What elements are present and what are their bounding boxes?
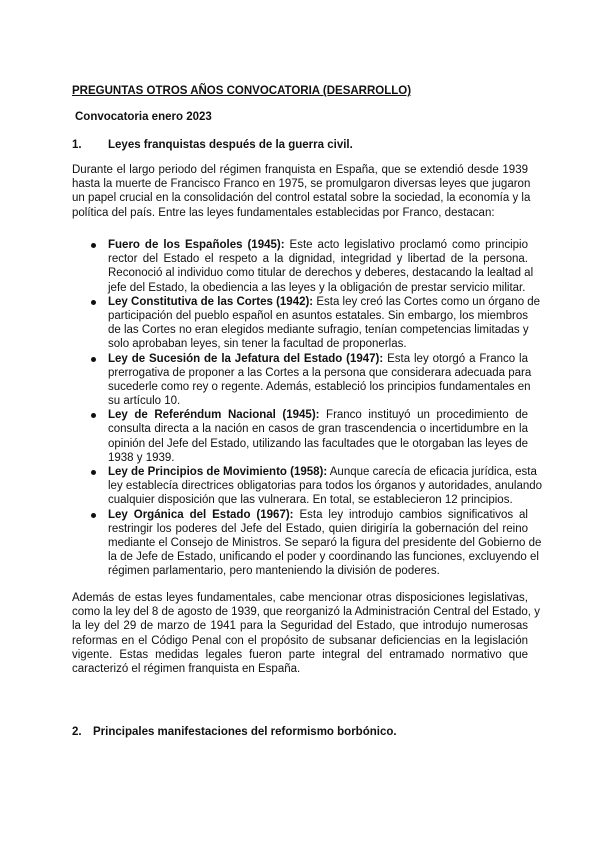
list-item <box>108 465 543 508</box>
bullet-icon <box>91 470 96 475</box>
text-line: la ley del 29 de marzo de 1941 para la Seguridad del Estado, que introdujo numerosas <box>72 620 528 633</box>
law-description: Esta ley otorgó a Franco la <box>383 352 528 365</box>
text-line: rector del Estado el respeto a la dignidad, integridad y libertad de la persona. <box>108 253 528 266</box>
list-item <box>108 238 534 295</box>
text-line: como la ley del 8 de agosto de 1939, que reorganizó la Administración Central del Estado, y <box>72 606 540 619</box>
bullet-icon <box>91 357 96 362</box>
text-line: la de Jefe de Estado, unificando el poder y coordinando las funciones, excluyendo el <box>108 551 539 564</box>
text-line: su artículo 10. <box>108 395 181 408</box>
text-line: solo aprobaban leyes, sin tener la facultad de proponerlas. <box>108 338 407 351</box>
text-line: restringir los poderes del Jefe del Estado, quien dirigiría la gobernación del reino <box>108 522 528 535</box>
closing-paragraph <box>72 591 540 676</box>
text-line: de las Cortes no eran elegidos mediante sufragio, tenían competencias limitadas y <box>108 324 529 337</box>
text-line: vigente. Estas medidas legales fueron parte integral del entramado normativo que <box>72 648 528 661</box>
law-description: Esta ley creó las Cortes como un órgano de <box>313 295 541 308</box>
text-line <box>108 408 528 422</box>
section-title: Principales manifestaciones del reformismo borbónico. <box>93 726 397 738</box>
text-line <box>108 238 528 252</box>
law-name: Ley de Sucesión de la Jefatura del Estado (1947): <box>108 352 384 365</box>
list-item <box>108 352 532 409</box>
law-name: Ley Orgánica del Estado (1967): <box>108 508 294 521</box>
text-line <box>108 352 528 366</box>
law-name: Fuero de los Españoles (1945): <box>108 239 285 251</box>
section-title: Leyes franquistas después de la guerra civil. <box>108 139 353 151</box>
text-line: consulta directa a la nación en casos de gran trascendencia o incertidumbre en la <box>108 423 528 436</box>
text-line: ley establecía directrices obligatorias para todos los órganos y autoridades, anulando <box>108 480 543 493</box>
text-line: un papel crucial en la consolidación del control estatal sobre la sociedad, la economía y la <box>72 192 531 205</box>
text-line: régimen parlamentario, pero manteniendo la división de poderes. <box>108 565 440 578</box>
text-line: opinión del Jefe del Estado, utilizando las facultades que le otorgaban las leyes de <box>108 437 529 450</box>
law-description: Franco instituyó un procedimiento de <box>319 409 528 422</box>
text-line: prerrogativa de proponer a las Cortes a la persona que considerara adecuada para <box>108 366 532 379</box>
text-line: reformas en el Código Penal con el propósito de subsanar deficiencias en la legislación <box>72 634 528 647</box>
text-line <box>108 465 537 479</box>
bullet-icon <box>91 413 96 418</box>
document-title: PREGUNTAS OTROS AÑOS CONVOCATORIA (DESARROLLO) <box>72 85 412 97</box>
section-number: 2. <box>72 726 82 738</box>
text-line: caracterizó el régimen franquista en España. <box>72 662 301 675</box>
list-item <box>108 508 542 579</box>
text-line: hasta la muerte de Francisco Franco en 1975, se promulgaron diversas leyes que jugaron <box>72 178 531 191</box>
text-line: Además de estas leyes fundamentales, cabe mencionar otras disposiciones legislativas, <box>72 592 528 604</box>
text-line: cualquier disposición que las vulnerara. En total, se establecieron 12 principios. <box>108 494 513 507</box>
text-line: participación del pueblo español en asuntos estatales. Sin embargo, los miembros <box>108 309 528 322</box>
law-name: Ley de Principios de Movimiento (1958): <box>108 466 328 478</box>
section-number: 1. <box>72 139 82 151</box>
list-item <box>108 408 528 465</box>
text-line: política del país. Entre las leyes fundamentales establecidas por Franco, destacan: <box>72 206 495 219</box>
law-name: Ley Constitutiva de las Cortes (1942): <box>108 295 314 308</box>
text-line <box>108 295 541 309</box>
bullet-icon <box>91 300 96 305</box>
exam-session-subtitle: Convocatoria enero 2023 <box>75 111 212 123</box>
intro-paragraph <box>72 163 531 220</box>
list-item <box>108 295 541 352</box>
law-name: Ley de Referéndum Nacional (1945): <box>108 409 320 422</box>
bullet-icon <box>91 513 96 518</box>
text-line <box>108 508 528 522</box>
law-description: Aunque carecía de eficacia jurídica, esta <box>327 466 537 478</box>
text-line: Durante el largo periodo del régimen franquista en España, que se extendió desde 1939 <box>72 164 528 176</box>
laws-bullet-list <box>108 238 543 579</box>
text-line: sucederle como rey o regente. Además, estableció los principios fundamentales en <box>108 380 531 393</box>
law-description: Este acto legislativo proclamó como principio <box>284 239 528 251</box>
text-line: 1938 y 1939. <box>108 451 175 464</box>
text-line: mediante el Consejo de Ministros. Se separó la figura del presidente del Gobierno de <box>108 536 542 549</box>
text-line: Reconoció al individuo como titular de derechos y deberes, destacando la lealtad al <box>108 267 534 280</box>
law-description: Esta ley introdujo cambios significativos al <box>293 508 528 521</box>
text-line: jefe del Estado, la obediencia a las leyes y la obligación de prestar servicio militar. <box>108 281 526 294</box>
bullet-icon <box>91 243 96 248</box>
